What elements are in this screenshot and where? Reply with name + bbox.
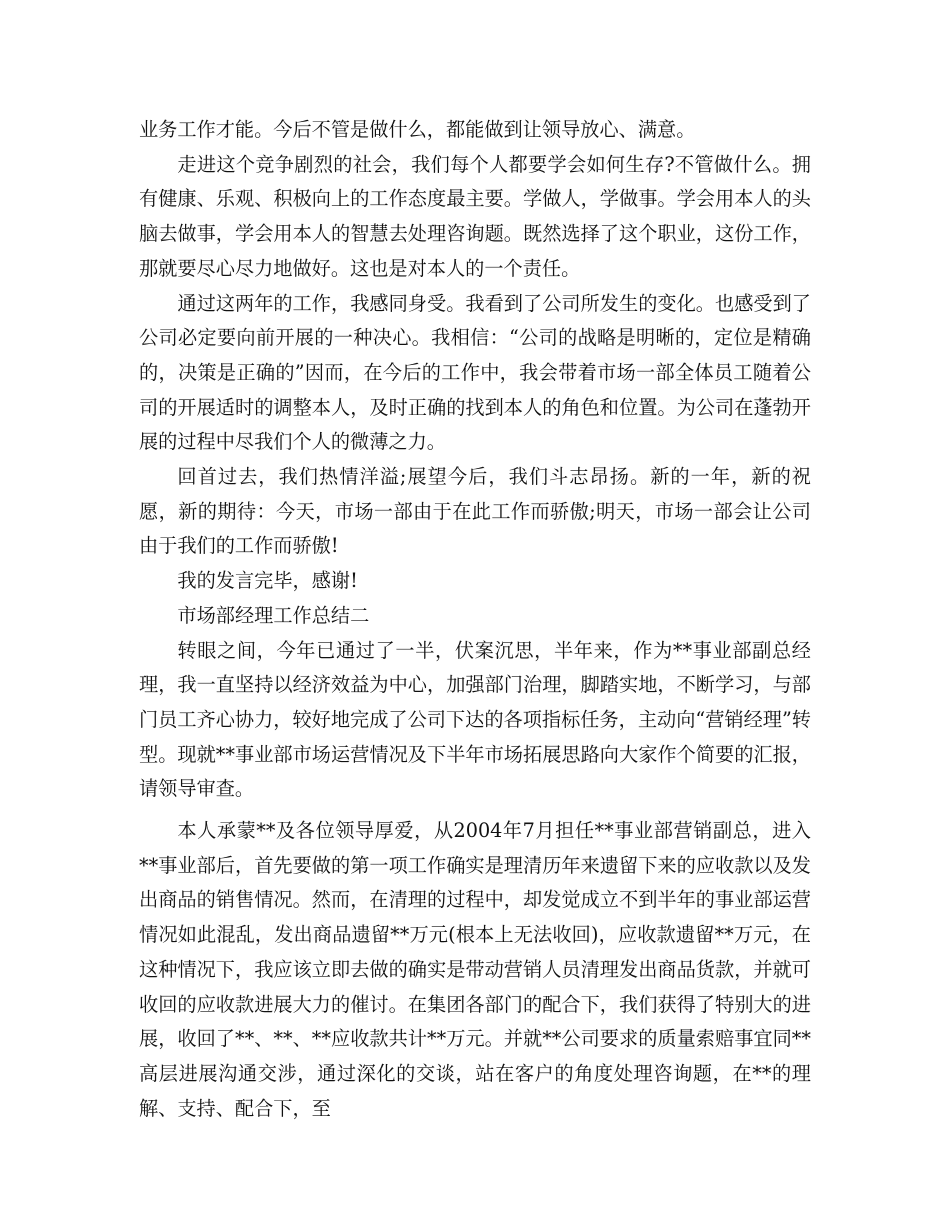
paragraph: 我的发言完毕，感谢!: [177, 569, 358, 593]
section-heading: 市场部经理工作总结二: [177, 603, 370, 627]
paragraph: 回首过去，我们热情洋溢;展望今后，我们斗志昂扬。新的一年，新的祝愿，新的期待：今天，市场一部由于在此工作而骄傲;明天，市场一部会让公司由于我们的工作而骄傲!: [139, 465, 811, 558]
paragraph: 转眼之间，今年已通过了一半，伏案沉思，半年来，作为**事业部副总经理，我一直坚持以经济效益为中心，加强部门治理，脚踏实地，不断学习，与部门员工齐心协力，较好地完成了公司下达的各项指标任务，主动向“营销经理”转型。现就**事业部市场运营情况及下半年市场拓展思路向大家作个简要的汇报，请领导审查。: [139, 638, 811, 801]
paragraph-continuation: 业务工作才能。今后不管是做什么，都能做到让领导放心、满意。: [139, 118, 696, 141]
paragraph: 通过这两年的工作，我感同身受。我看到了公司所发生的变化。也感受到了公司必定要向前开展的一种决心。我相信：“公司的战略是明晰的，定位是精确的，决策是正确的”因而，在今后的工作中，我会带着市场一部全体员工随着公司的开展适时的调整本人，及时正确的找到本人的角色和位置。为公司在蓬勃开展的过程中尽我们个人的微薄之力。: [139, 291, 811, 454]
paragraph: 本人承蒙**及各位领导厚爱，从2004年7月担任**事业部营销副总，进入**事业部后，首先要做的第一项工作确实是理清历年来遗留下来的应收款以及发出商品的销售情况。然而，在清理的过程中，却发觉成立不到半年的事业部运营情况如此混乱，发出商品遗留**万元(根本上无法收回)，应收款遗留**万元，在这种情况下，我应该立即去做的确实是带动营销人员清理发出商品货款，并就可收回的应收款进展大力的催讨。在集团各部门的配合下，我们获得了特别大的进展，收回了**、**、**应收款共计**万元。并就**公司要求的质量索赔事宜同**高层进展沟通交涉，通过深化的交谈，站在客户的角度处理咨询题，在**的理解、支持、配合下，至: [139, 819, 811, 1120]
paragraph: 走进这个竞争剧烈的社会，我们每个人都要学会如何生存?不管做什么。拥有健康、乐观、积极向上的工作态度最主要。学做人，学做事。学会用本人的头脑去做事，学会用本人的智慧去处理咨询题。既然选择了这个职业，这份工作，那就要尽心尽力地做好。这也是对本人的一个责任。: [139, 152, 811, 280]
document-body: [139, 113, 811, 1126]
